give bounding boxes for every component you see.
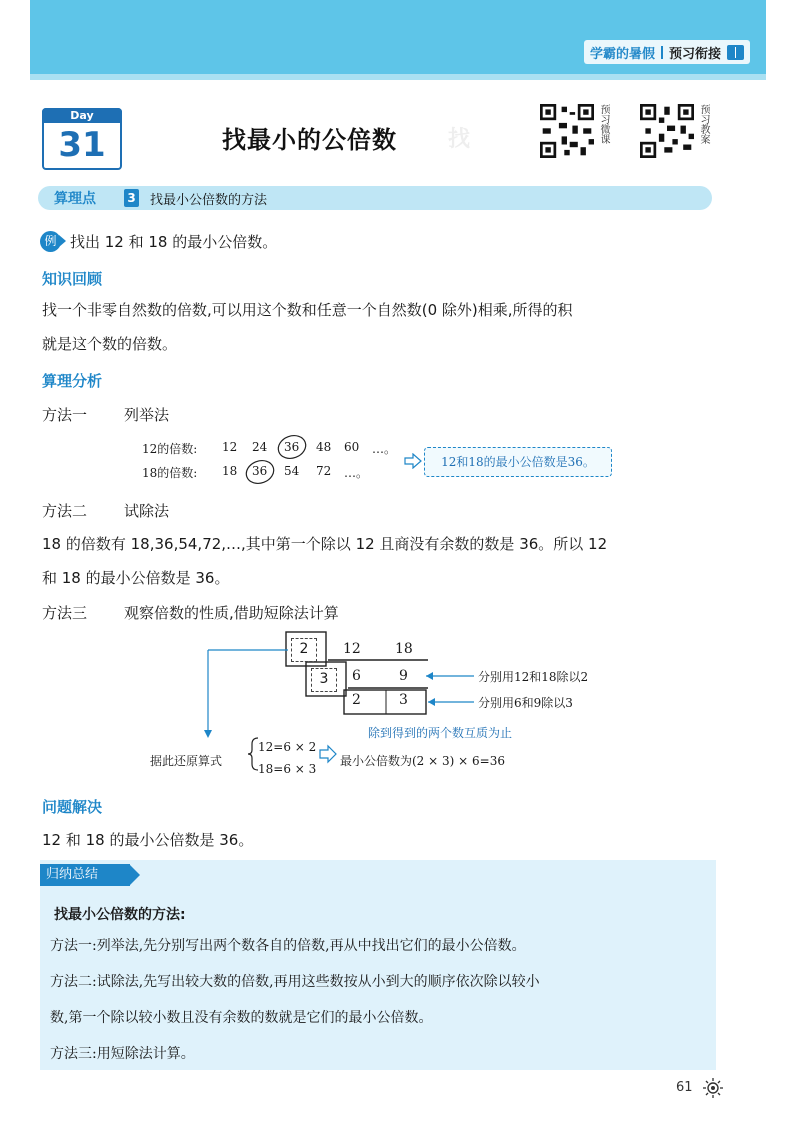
multiple-value: 18 (222, 464, 238, 478)
quotient: 6 (352, 668, 361, 684)
method1-name: 列举法 (124, 406, 170, 424)
section-bar (38, 186, 712, 210)
multiple-value: 54 (284, 464, 300, 478)
review-line: 找一个非零自然数的倍数,可以用这个数和任意一个自然数(0 除外)相乘,所得的积 (42, 301, 573, 319)
restore-label: 据此还原算式 (150, 754, 223, 768)
multiple-value: 72 (316, 464, 332, 478)
sun-icon (702, 1077, 724, 1099)
multiples-label: 18的倍数: (142, 466, 198, 480)
qr-code-icon[interactable] (640, 104, 694, 158)
multiple-value: …。 (344, 466, 369, 480)
multiple-value-circled: 36 (284, 440, 300, 454)
example-arrow-icon (59, 235, 66, 247)
summary-heading: 找最小公倍数的方法: (54, 907, 186, 923)
summary-line: 方法三:用短除法计算。 (50, 1046, 195, 1062)
day-label: Day (42, 108, 122, 123)
note-divide-by-3: 分别用6和9除以3 (478, 696, 573, 710)
header-band-edge (30, 74, 766, 80)
method1-result: 12和18的最小公倍数是36。 (424, 447, 612, 477)
divisor-value: 3 (319, 671, 329, 687)
method2-name: 试除法 (124, 502, 170, 520)
summary-line: 数,第一个除以较小数且没有余数的数就是它们的最小公倍数。 (50, 1010, 433, 1026)
method3-name: 观察倍数的性质,借助短除法计算 (124, 604, 339, 622)
multiple-value: 48 (316, 440, 332, 454)
solution-text: 12 和 18 的最小公倍数是 36。 (42, 831, 254, 849)
example-badge: 例 (40, 231, 61, 252)
lcm-conclusion: 最小公倍数为(2 × 3) × 6=36 (340, 754, 505, 768)
dividend: 18 (395, 641, 413, 657)
equation: 18=6 × 3 (258, 762, 317, 776)
divisor-value: 2 (299, 641, 309, 657)
section-label: 算理点 (54, 191, 96, 207)
qr-code-icon[interactable] (540, 104, 594, 158)
method2-line: 18 的倍数有 18,36,54,72,…,其中第一个除以 12 且商没有余数的数是 36。所以 12 (42, 535, 608, 553)
note-divide-by-2: 分别用12和18除以2 (478, 670, 589, 684)
multiple-value: 60 (344, 440, 360, 454)
day-badge (42, 108, 122, 170)
page-number: 61 (676, 1080, 693, 1095)
page-title: 找最小的公倍数 (222, 126, 397, 154)
coprime-result: 3 (399, 692, 408, 708)
note-stop-condition: 除到得到的两个数互质为止 (368, 726, 513, 740)
header-band (30, 0, 766, 78)
multiple-value: 24 (252, 440, 268, 454)
qr-caption: 预习微课 (598, 104, 609, 144)
example-question: 找出 12 和 18 的最小公倍数。 (70, 233, 278, 251)
series-divider (661, 46, 663, 59)
arrow-right-icon (404, 453, 422, 469)
divisor-box (311, 668, 337, 692)
title-ghost: 找 (448, 127, 471, 152)
series-subtitle: 预习衔接 (668, 46, 721, 62)
equation: 12=6 × 2 (258, 740, 317, 754)
multiples-label: 12的倍数: (142, 442, 198, 456)
series-tag (584, 40, 750, 64)
multiple-value: 12 (222, 440, 238, 454)
review-heading: 知识回顾 (42, 270, 103, 288)
method2-line: 和 18 的最小公倍数是 36。 (42, 569, 230, 587)
circle-marks (240, 430, 320, 488)
method2-label: 方法二 (42, 502, 88, 520)
summary-tab: 归纳总结 (40, 864, 130, 886)
divisor-box (291, 638, 317, 662)
section-number: 3 (124, 189, 139, 207)
method3-label: 方法三 (42, 604, 88, 622)
qr-caption: 预习教案 (698, 104, 709, 144)
summary-line: 方法一:列举法,先分别写出两个数各自的倍数,再从中找出它们的最小公倍数。 (50, 938, 526, 954)
series-name: 学霸的暑假 (589, 46, 655, 62)
summary-line: 方法二:试除法,先写出较大数的倍数,再用这些数按从小到大的顺序依次除以较小 (50, 974, 540, 990)
review-line: 就是这个数的倍数。 (42, 335, 178, 353)
analysis-heading: 算理分析 (42, 372, 103, 390)
section-title: 找最小公倍数的方法 (150, 193, 268, 208)
solution-heading: 问题解决 (42, 798, 103, 816)
dividend: 12 (343, 641, 361, 657)
summary-tab-arrow (129, 864, 140, 886)
multiple-value-circled: 36 (252, 464, 268, 478)
multiple-value: …。 (372, 442, 397, 456)
method1-label: 方法一 (42, 406, 88, 424)
quotient: 9 (399, 668, 408, 684)
day-number: 31 (58, 125, 106, 165)
book-icon (727, 45, 744, 60)
coprime-result: 2 (352, 692, 361, 708)
